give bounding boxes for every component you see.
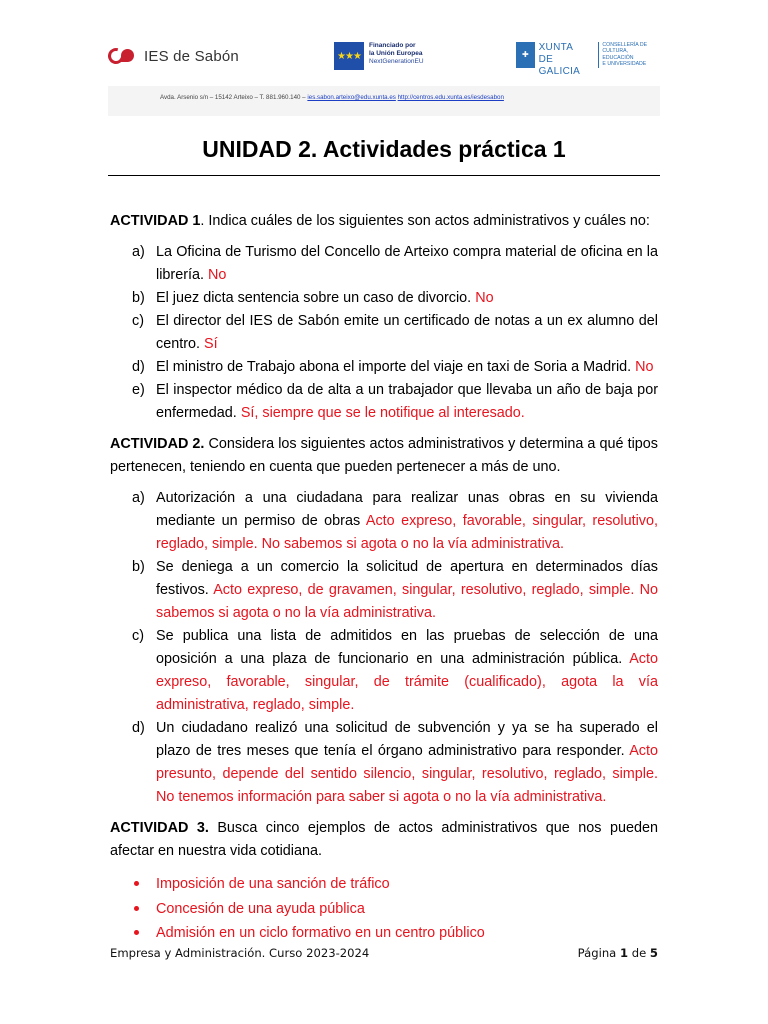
activity-2-item-letter: d) (132, 720, 145, 736)
activity-1-item-text: El inspector médico da de alta a un trabajador que llevaba un año de baja por enfermedad. (156, 382, 658, 421)
activity-3-list (110, 872, 658, 946)
activity-2-list (110, 487, 658, 809)
activity-1-list (110, 241, 658, 425)
activity-3-text: Busca cinco ejemplos de actos administrativos que nos pueden afectar en nuestra vida cotidiana. (110, 820, 658, 859)
activity-3-bullet (110, 921, 658, 946)
title-divider (108, 175, 660, 176)
website-link[interactable]: http://centros.edu.xunta.es/iesdesabon (397, 94, 504, 101)
activity-3-label: ACTIVIDAD 3. (110, 820, 209, 836)
activity-2-item-letter: a) (132, 490, 145, 506)
eu-text-line-1: Financiado por (369, 42, 416, 49)
activity-2-item-letter: c) (132, 628, 144, 644)
xunta-logo (516, 42, 660, 78)
activity-1-item-letter: a) (132, 244, 145, 260)
email-link[interactable]: ies.sabon.arteixo@edu.xunta.es (307, 94, 396, 101)
activity-2-item-text: Se deniega a un comercio la solicitud de apertura en determinados días festivos. (156, 559, 658, 598)
conselleria-line-1: CONSELLERÍA DE (602, 42, 648, 48)
activity-1-label: ACTIVIDAD 1 (110, 213, 201, 229)
activity-1-item (110, 379, 658, 425)
activity-2-item-answer: Acto expreso, de gravamen, singular, resolutivo, reglado, simple. No sabemos si agota o no la vía administrativa. (156, 582, 658, 621)
activity-2-item (110, 625, 658, 717)
activity-1-statement (110, 210, 658, 233)
activity-2-item-answer: Acto expreso, favorable, singular, resolutivo, reglado, simple. No sabemos si agota o no la vía administrativa. (156, 513, 659, 552)
activity-1-item-text: El ministro de Trabajo abona el importe del viaje en taxi de Soria a Madrid. (156, 359, 636, 375)
activity-2-label: ACTIVIDAD 2. (110, 436, 205, 452)
activity-1-item (110, 356, 658, 379)
xunta-shield-icon: ✚ (516, 42, 535, 68)
activity-2-item (110, 487, 658, 556)
activity-1-item-answer: No (475, 290, 494, 306)
activity-1-item (110, 287, 658, 310)
activity-2-item-answer: Acto expreso, favorable, singular, de trámite (cualificado), agota la vía administrativa, reglado, simple. (156, 651, 658, 713)
activity-1-item-answer: Sí (204, 336, 218, 352)
activity-1-item (110, 241, 658, 287)
activity-2-item (110, 556, 658, 625)
activity-1-text: . Indica cuáles de los siguientes son actos administrativos y cuáles no: (200, 213, 650, 229)
page-title: UNIDAD 2. Actividades práctica 1 (202, 136, 566, 162)
eu-text-line-2: la Unión Europea (369, 50, 423, 57)
activity-2-item-text: Autorización a una ciudadana para realizar unas obras en su vivienda mediante un permiso de obras (156, 490, 658, 529)
conselleria-line-2: CULTURA, EDUCACIÓN (602, 48, 634, 61)
school-logo-icon (108, 46, 138, 66)
footer-page-number: Página 1 de 5 (577, 946, 658, 960)
footer-course: Empresa y Administración. Curso 2023-2024 (110, 946, 370, 960)
xunta-name-line-1: XUNTA (538, 42, 574, 53)
activity-3-bullet-text: Concesión de una ayuda pública (156, 900, 365, 917)
activity-3-bullet (110, 897, 658, 922)
bullet-dot-icon (134, 906, 139, 911)
activity-2-item-text: Se publica una lista de admitidos en las pruebas de selección de una oposición a una plaza de funcionario en una administración pública. (156, 628, 658, 667)
activity-2-item-letter: b) (132, 559, 145, 575)
activity-1-item-answer: No (635, 359, 654, 375)
activity-1-item-letter: c) (132, 313, 144, 329)
page-footer (110, 946, 658, 960)
activity-3-bullet-text: Admisión en un ciclo formativo en un centro público (156, 925, 485, 941)
school-address (160, 94, 504, 101)
activity-2-item (110, 717, 658, 809)
school-logo (108, 46, 239, 66)
conselleria-line-3: E UNIVERSIDADE (602, 61, 647, 68)
activity-3-bullet (110, 872, 658, 897)
document-body (110, 210, 658, 946)
activity-2-item-text: Un ciudadano realizó una solicitud de subvención y ya se ha superado el plazo de tres meses que tenía el órgano administrativo para responder. (156, 720, 658, 759)
bullet-dot-icon (134, 881, 139, 886)
activity-1-item-letter: d) (132, 359, 145, 375)
eu-flag-icon: ★★★ (334, 42, 364, 70)
activity-1-item-text: El director del IES de Sabón emite un certificado de notas a un ex alumno del centro. (156, 313, 658, 352)
activity-1-item (110, 310, 658, 356)
eu-funding-logo (334, 42, 439, 70)
address-text: Avda. Arsenio s/n – 15142 Arteixo – T. 881.960.140 – (160, 94, 306, 101)
activity-3-bullet-text: Imposición de una sanción de tráfico (156, 876, 390, 892)
page-header (108, 38, 660, 116)
school-name: IES de Sabón (144, 47, 239, 65)
eu-subtext: NextGenerationEU (369, 58, 424, 65)
activity-1-item-letter: e) (132, 382, 145, 398)
activity-2-statement (110, 433, 658, 479)
activity-1-item-letter: b) (132, 290, 145, 306)
activity-2-text: Considera los siguientes actos administrativos y determina a qué tipos pertenecen, teniendo en cuenta que pueden pertenecer a más de uno. (110, 436, 658, 475)
bullet-dot-icon (134, 930, 139, 935)
activity-1-item-answer: No (207, 267, 227, 283)
activity-1-item-text: El juez dicta sentencia sobre un caso de divorcio. (156, 290, 476, 306)
xunta-name-line-2: DE GALICIA (538, 54, 581, 77)
activity-2-item-answer: Acto presunto, depende del sentido silencio, singular, resolutivo, reglado, simple. No tenemos información para saber si agota o no la vía administrativa. (156, 743, 658, 805)
activity-1-item-text: La Oficina de Turismo del Concello de Arteixo compra material de oficina en la librería. (156, 244, 658, 283)
activity-3-statement (110, 817, 658, 863)
activity-1-item-answer: Sí, siempre que se le notifique al interesado. (240, 405, 525, 421)
